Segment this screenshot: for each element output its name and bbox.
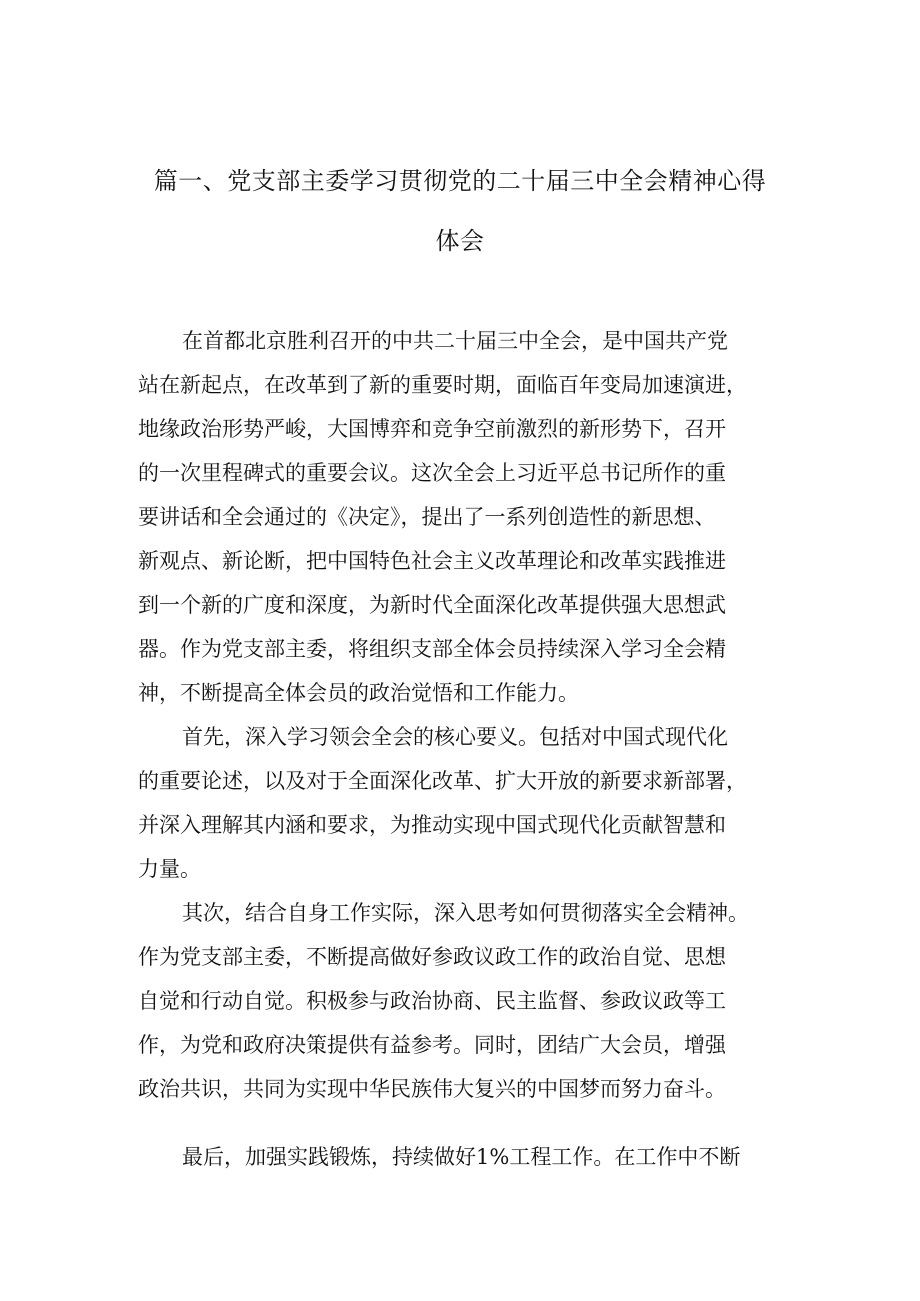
paragraph-1-line: 到一个新的广度和深度，为新时代全面深化改革提供强大思想武 bbox=[138, 593, 726, 617]
paragraph-3-line: 其次，结合自身工作实际，深入思考如何贯彻落实全会精神。 bbox=[182, 901, 749, 925]
document-title-line-2: 体会 bbox=[435, 227, 485, 255]
paragraph-3-line: 作，为党和政府决策提供有益参考。同时，团结广大会员，增强 bbox=[138, 1033, 726, 1057]
paragraph-1-line: 神，不断提高全体会员的政治觉悟和工作能力。 bbox=[138, 681, 579, 705]
paragraph-3-line: 政治共识，共同为实现中华民族伟大复兴的中国梦而努力奋斗。 bbox=[138, 1077, 726, 1101]
document-title-line-1: 篇一、党支部主委学习贯彻党的二十届三中全会精神心得 bbox=[153, 167, 767, 195]
paragraph-1-line: 要讲话和全会通过的《决定》，提出了一系列创造性的新思想、 bbox=[138, 505, 716, 529]
paragraph-1-line: 器。作为党支部主委，将组织支部全体会员持续深入学习全会精 bbox=[138, 637, 726, 661]
paragraph-3-line: 作为党支部主委，不断提高做好参政议政工作的政治自觉、思想 bbox=[138, 945, 726, 969]
paragraph-1-line: 的一次里程碑式的重要会议。这次全会上习近平总书记所作的重 bbox=[138, 461, 726, 485]
paragraph-4-line: 最后，加强实践锻炼，持续做好1%工程工作。在工作中不断 bbox=[182, 1145, 741, 1169]
paragraph-1-line: 站在新起点，在改革到了新的重要时期，面临百年变局加速演进， bbox=[138, 373, 747, 397]
paragraph-1-line: 在首都北京胜利召开的中共二十届三中全会，是中国共产党 bbox=[182, 329, 728, 353]
paragraph-1-line: 新观点、新论断，把中国特色社会主义改革理论和改革实践推进 bbox=[138, 549, 726, 573]
paragraph-3-line: 自觉和行动自觉。积极参与政治协商、民主监督、参政议政等工 bbox=[138, 989, 726, 1013]
paragraph-2-line: 的重要论述，以及对于全面深化改革、扩大开放的新要求新部署， bbox=[138, 769, 747, 793]
paragraph-2-line: 首先，深入学习领会全会的核心要义。包括对中国式现代化 bbox=[182, 725, 728, 749]
paragraph-2-line: 力量。 bbox=[138, 857, 201, 881]
paragraph-2-line: 并深入理解其内涵和要求，为推动实现中国式现代化贡献智慧和 bbox=[138, 813, 726, 837]
paragraph-1-line: 地缘政治形势严峻，大国博弈和竞争空前激烈的新形势下，召开 bbox=[138, 417, 726, 441]
